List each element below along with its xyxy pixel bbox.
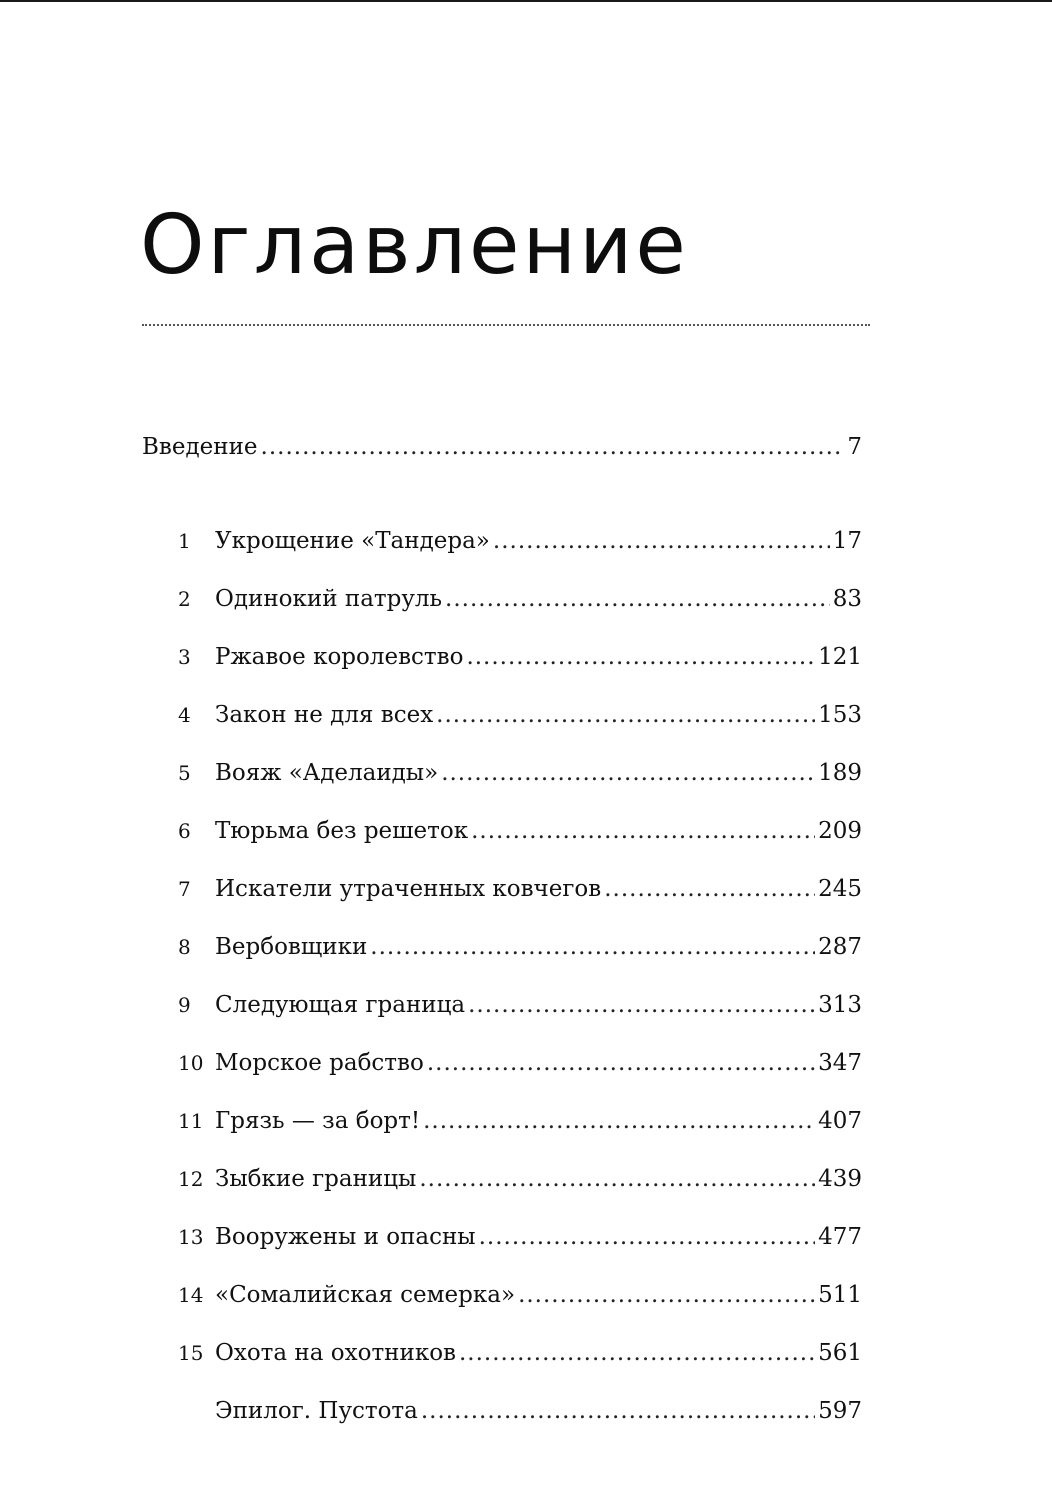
dot-leader [479,1219,815,1255]
toc-entry-chapter-12[interactable] [178,1161,862,1197]
dot-leader [370,929,815,965]
dot-leader [445,581,830,617]
dot-leader [436,697,815,733]
title-dotted-divider [142,324,870,326]
toc-entry-page: 83 [832,586,862,612]
chapter-number: 8 [178,935,191,959]
dot-leader [459,1335,815,1371]
toc-entry-chapter-3[interactable] [178,639,862,675]
dot-leader [604,871,815,907]
toc-entry-page: 439 [818,1166,862,1192]
chapter-number: 13 [178,1225,204,1249]
toc-entry-title: Одинокий патруль [215,586,443,612]
toc-entry-title: Зыбкие границы [215,1166,417,1192]
top-border-line [0,0,1052,2]
toc-entry-title: Эпилог. Пустота [215,1398,418,1424]
dot-leader [421,1393,815,1429]
chapter-number: 1 [178,529,191,553]
toc-entry-chapter-5[interactable] [178,755,862,791]
toc-entry-title: Закон не для всех [215,702,434,728]
chapter-number: 5 [178,761,191,785]
page-title: Оглавление [140,198,689,293]
toc-entry-page: 477 [818,1224,862,1250]
toc-entry-page: 17 [832,528,862,554]
toc-entry-page: 189 [818,760,862,786]
chapter-number: 9 [178,993,191,1017]
dot-leader [471,813,815,849]
toc-entry-page: 7 [847,434,862,460]
toc-entry-chapter-7[interactable] [178,871,862,907]
dot-leader [427,1045,815,1081]
dot-leader [468,987,815,1023]
chapter-number: 6 [178,819,191,843]
toc-entry-page: 313 [818,992,862,1018]
toc-entry-page: 407 [818,1108,862,1134]
dot-leader [441,755,815,791]
toc-entry-page: 153 [818,702,862,728]
toc-entry-title: Грязь — за борт! [215,1108,421,1134]
toc-entry-title: Вояж «Аделаиды» [215,760,439,786]
toc-entry-page: 561 [818,1340,862,1366]
toc-entry-title: Следующая граница [215,992,466,1018]
toc-entry-page: 245 [818,876,862,902]
toc-entry-title: Вербовщики [215,934,368,960]
dot-leader [518,1277,815,1313]
toc-entry-chapter-13[interactable] [178,1219,862,1255]
toc-entry-chapter-2[interactable] [178,581,862,617]
toc-entry-title: Охота на охотников [215,1340,456,1366]
toc-entry-chapter-9[interactable] [178,987,862,1023]
toc-entry-chapter-10[interactable] [178,1045,862,1081]
chapter-number: 3 [178,645,191,669]
chapter-number: 2 [178,587,191,611]
toc-entry-title: Тюрьма без решеток [215,818,469,844]
toc-entry-chapter-6[interactable] [178,813,862,849]
dot-leader [261,429,845,465]
toc-entry-page: 597 [818,1398,862,1424]
toc-entry-chapter-4[interactable] [178,697,862,733]
toc-entry-page: 347 [818,1050,862,1076]
toc-entry-chapter-11[interactable] [178,1103,862,1139]
toc-entry-intro[interactable] [142,429,862,465]
chapter-number: 7 [178,877,191,901]
toc-entry-title: Искатели утраченных ковчегов [215,876,602,902]
chapter-number: 15 [178,1341,204,1365]
chapter-number: 4 [178,703,191,727]
toc-entry-title: Морское рабство [215,1050,424,1076]
chapter-number: 10 [178,1051,204,1075]
dot-leader [493,523,830,559]
toc-entry-page: 121 [818,644,862,670]
toc-entry-title: Ржавое королевство [215,644,464,670]
dot-leader [423,1103,815,1139]
dot-leader [466,639,815,675]
toc-entry-epilogue[interactable] [178,1393,862,1429]
toc-entry-title: Вооружены и опасны [215,1224,476,1250]
toc-entry-page: 287 [818,934,862,960]
toc-entry-title: «Сомалийская семерка» [215,1282,516,1308]
chapter-number: 11 [178,1109,204,1133]
toc-entry-title: Укрощение «Тандера» [215,528,490,554]
toc-entry-chapter-15[interactable] [178,1335,862,1371]
chapter-number: 12 [178,1167,204,1191]
toc-entry-chapter-14[interactable] [178,1277,862,1313]
dot-leader [419,1161,815,1197]
chapter-number: 14 [178,1283,204,1307]
toc-entry-chapter-8[interactable] [178,929,862,965]
toc-entry-chapter-1[interactable] [178,523,862,559]
toc-entry-title: Введение [142,434,258,460]
toc-entry-page: 511 [818,1282,862,1308]
toc-entry-page: 209 [818,818,862,844]
